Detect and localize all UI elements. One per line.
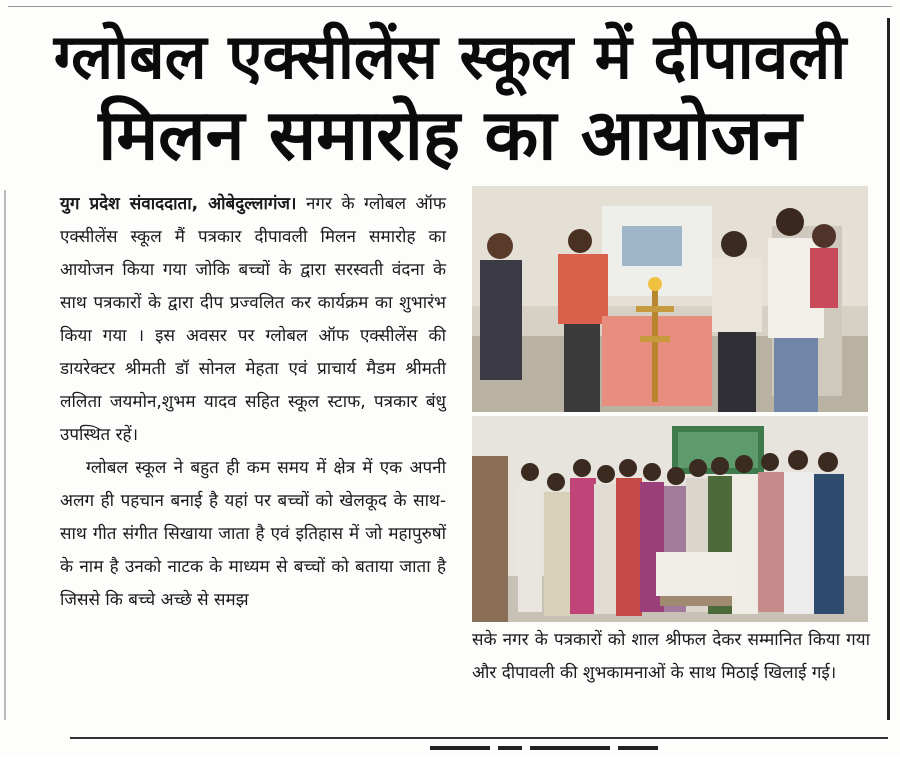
headline [18,18,882,174]
paragraph-1 [60,188,446,452]
lamp-lighting-photo [472,186,868,412]
article-body-right [472,624,870,690]
group-photo [472,416,868,622]
byline: युग प्रदेश संवाददाता, ओबेदुल्लागंज। [60,194,297,214]
headline-line-2: मिलन समारोह का आयोजन [98,94,802,176]
headline-line-1: ग्लोबल एक्सीलेंस स्कूल में दीपावली [53,20,847,93]
top-rule [8,6,892,7]
paragraph-3: सके नगर के पत्रकारों को शाल श्रीफल देकर सम्मानित किया गया और दीपावली की शुभकामनाओं के साथ मिठाई खिलाई गई। [472,630,870,683]
paragraph-1-text: नगर के ग्लोबल ऑफ एक्सीलेंस स्कूल मैं पत्रकार दीपावली मिलन समारोह का आयोजन किया गया जोकि बच्चों के द्वारा सरस्वती वंदना के साथ पत्रकारों के द्वारा दीप प्रज्वलित कर कार्यक्रम का शुभारंभ किया गया । इस अवसर पर ग्लोबल ऑफ एक्सीलेंस की डायरेक्टर श्रीमती डॉ सोनल मेहता एवं प्राचार्य मैडम श्रीमती ललिता जयमोन,शुभम यादव सहित स्कूल स्टाफ, पत्रकार बंधु उपस्थित रहें। [60,194,446,445]
column-rule [887,18,890,720]
left-edge-rule [4,190,6,720]
next-article-fragment [430,746,730,756]
article-body-left [60,188,446,617]
bottom-rule [70,737,888,739]
paragraph-2: ग्लोबल स्कूल ने बहुत ही कम समय में क्षेत्र में एक अपनी अलग ही पहचान बनाई है यहां पर बच्चों को खेलकूद के साथ-साथ गीत संगीत सिखाया जाता है एवं इतिहास में जो महापुरुषों के नाम है उनको नाटक के माध्यम से बच्चों को बताया जाता है जिससे कि बच्चे अच्छे से समझ [60,458,446,610]
